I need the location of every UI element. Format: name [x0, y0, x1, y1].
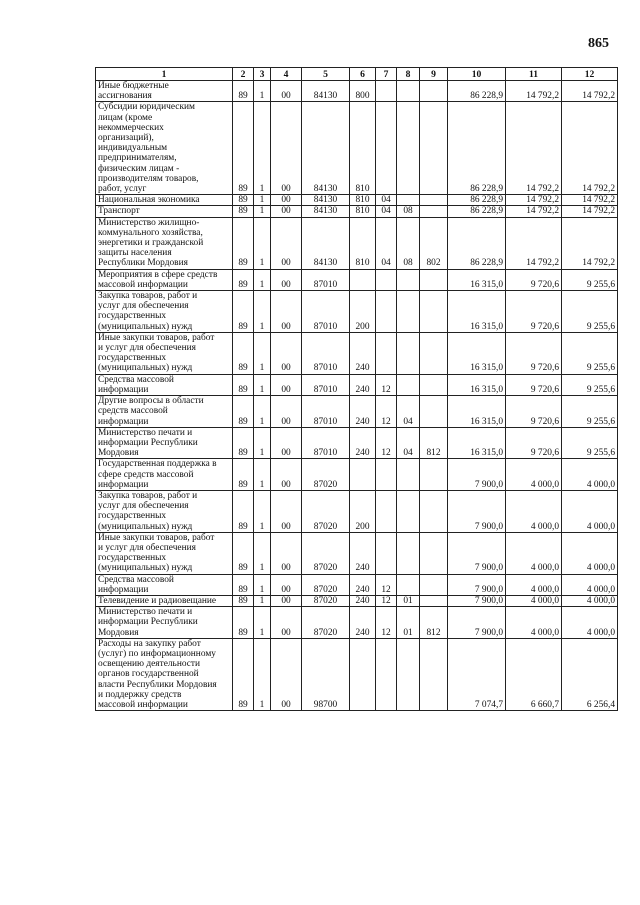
- cell-col-4: 00: [271, 490, 302, 532]
- cell-col-9: [420, 638, 448, 710]
- cell-col-2: 89: [233, 291, 254, 333]
- cell-col-7: [376, 102, 397, 195]
- cell-amount-12: 4 000,0: [562, 595, 618, 606]
- cell-amount-11: 4 000,0: [506, 574, 562, 595]
- col-header-7: 7: [376, 68, 397, 81]
- row-label: Национальная экономика: [96, 195, 233, 206]
- cell-amount-10: 7 900,0: [448, 532, 506, 574]
- cell-amount-12: 14 792,2: [562, 206, 618, 217]
- cell-col-6: 240: [350, 532, 376, 574]
- cell-col-6: 240: [350, 574, 376, 595]
- cell-amount-11: 14 792,2: [506, 217, 562, 269]
- cell-col-5: 87020: [302, 607, 350, 639]
- cell-amount-11: 14 792,2: [506, 81, 562, 102]
- cell-col-9: 802: [420, 217, 448, 269]
- cell-col-9: [420, 374, 448, 395]
- table-row: [96, 532, 618, 574]
- cell-amount-11: 9 720,6: [506, 427, 562, 459]
- table-row: [96, 195, 618, 206]
- cell-col-2: 89: [233, 638, 254, 710]
- cell-col-9: [420, 332, 448, 374]
- cell-amount-10: 7 900,0: [448, 574, 506, 595]
- cell-col-8: [397, 638, 420, 710]
- row-label: Министерство печати и информации Республики Мордовия: [96, 427, 233, 459]
- col-header-2: 2: [233, 68, 254, 81]
- row-label: Государственная поддержка в сфере средств массовой информации: [96, 459, 233, 491]
- cell-col-5: 87010: [302, 396, 350, 428]
- cell-col-3: 1: [254, 291, 271, 333]
- cell-amount-12: 4 000,0: [562, 490, 618, 532]
- table-row: [96, 217, 618, 269]
- row-label: Средства массовой информации: [96, 374, 233, 395]
- cell-amount-10: 16 315,0: [448, 374, 506, 395]
- row-label: Министерство печати и информации Республики Мордовия: [96, 607, 233, 639]
- cell-col-3: 1: [254, 638, 271, 710]
- cell-col-4: 00: [271, 427, 302, 459]
- col-header-1: 1: [96, 68, 233, 81]
- cell-col-2: 89: [233, 217, 254, 269]
- cell-col-8: [397, 291, 420, 333]
- cell-col-6: 240: [350, 396, 376, 428]
- cell-col-5: 87010: [302, 332, 350, 374]
- cell-amount-12: 4 000,0: [562, 532, 618, 574]
- cell-col-6: 240: [350, 332, 376, 374]
- table-row: [96, 607, 618, 639]
- cell-col-7: 04: [376, 217, 397, 269]
- col-header-12: 12: [562, 68, 618, 81]
- cell-amount-11: 9 720,6: [506, 396, 562, 428]
- cell-col-4: 00: [271, 195, 302, 206]
- cell-col-8: [397, 532, 420, 574]
- table-row: [96, 269, 618, 290]
- cell-col-4: 00: [271, 396, 302, 428]
- cell-col-2: 89: [233, 459, 254, 491]
- cell-amount-11: 14 792,2: [506, 206, 562, 217]
- cell-col-4: 00: [271, 102, 302, 195]
- cell-col-8: 04: [397, 396, 420, 428]
- cell-col-9: [420, 269, 448, 290]
- cell-amount-12: 9 255,6: [562, 427, 618, 459]
- cell-col-5: 87010: [302, 427, 350, 459]
- cell-col-2: 89: [233, 427, 254, 459]
- cell-col-3: 1: [254, 396, 271, 428]
- cell-col-4: 00: [271, 269, 302, 290]
- cell-amount-10: 7 900,0: [448, 607, 506, 639]
- cell-col-7: 12: [376, 427, 397, 459]
- cell-amount-12: 9 255,6: [562, 374, 618, 395]
- table-row: [96, 595, 618, 606]
- cell-amount-11: 4 000,0: [506, 490, 562, 532]
- table-row: [96, 396, 618, 428]
- cell-col-7: 04: [376, 195, 397, 206]
- cell-col-7: 12: [376, 374, 397, 395]
- cell-col-9: [420, 490, 448, 532]
- table-row: [96, 574, 618, 595]
- budget-table: [95, 67, 618, 711]
- cell-col-8: [397, 490, 420, 532]
- table-row: [96, 374, 618, 395]
- cell-col-5: 84130: [302, 206, 350, 217]
- col-header-9: 9: [420, 68, 448, 81]
- cell-col-2: 89: [233, 396, 254, 428]
- cell-col-4: 00: [271, 217, 302, 269]
- row-label: Телевидение и радиовещание: [96, 595, 233, 606]
- cell-amount-11: 4 000,0: [506, 459, 562, 491]
- row-label: Другие вопросы в области средств массовой информации: [96, 396, 233, 428]
- cell-col-7: [376, 638, 397, 710]
- cell-amount-12: 14 792,2: [562, 81, 618, 102]
- row-label: Закупка товаров, работ и услуг для обеспечения государственных (муниципальных) нужд: [96, 291, 233, 333]
- cell-col-5: 87020: [302, 490, 350, 532]
- cell-col-9: 812: [420, 607, 448, 639]
- cell-col-7: [376, 269, 397, 290]
- col-header-8: 8: [397, 68, 420, 81]
- cell-col-3: 1: [254, 206, 271, 217]
- cell-amount-12: 9 255,6: [562, 332, 618, 374]
- cell-col-6: 240: [350, 427, 376, 459]
- cell-col-7: 04: [376, 206, 397, 217]
- cell-col-8: [397, 195, 420, 206]
- cell-amount-10: 7 900,0: [448, 459, 506, 491]
- cell-amount-10: 86 228,9: [448, 217, 506, 269]
- cell-col-5: 98700: [302, 638, 350, 710]
- cell-amount-12: 4 000,0: [562, 607, 618, 639]
- cell-amount-11: 9 720,6: [506, 332, 562, 374]
- cell-amount-10: 86 228,9: [448, 206, 506, 217]
- table-row: [96, 332, 618, 374]
- cell-amount-12: 14 792,2: [562, 217, 618, 269]
- cell-col-6: 240: [350, 595, 376, 606]
- cell-col-3: 1: [254, 574, 271, 595]
- cell-col-9: [420, 459, 448, 491]
- cell-col-5: 84130: [302, 195, 350, 206]
- cell-col-8: 01: [397, 595, 420, 606]
- cell-col-8: [397, 81, 420, 102]
- cell-col-5: 84130: [302, 217, 350, 269]
- cell-amount-12: 14 792,2: [562, 102, 618, 195]
- cell-col-3: 1: [254, 195, 271, 206]
- cell-col-6: 240: [350, 607, 376, 639]
- cell-col-4: 00: [271, 81, 302, 102]
- cell-col-8: [397, 574, 420, 595]
- cell-col-5: 87010: [302, 269, 350, 290]
- row-label: Средства массовой информации: [96, 574, 233, 595]
- cell-col-7: 12: [376, 396, 397, 428]
- row-label: Иные закупки товаров, работ и услуг для обеспечения государственных (муниципальных) нужд: [96, 332, 233, 374]
- row-label: Расходы на закупку работ (услуг) по информационному освещению деятельности органов государственной власти Республики Мордовия и поддержку средств массовой информации: [96, 638, 233, 710]
- cell-col-2: 89: [233, 206, 254, 217]
- cell-col-5: 87020: [302, 459, 350, 491]
- cell-col-8: [397, 459, 420, 491]
- cell-col-9: [420, 195, 448, 206]
- cell-amount-11: 4 000,0: [506, 595, 562, 606]
- cell-amount-11: 14 792,2: [506, 102, 562, 195]
- cell-col-9: [420, 532, 448, 574]
- cell-amount-11: 14 792,2: [506, 195, 562, 206]
- cell-col-4: 00: [271, 206, 302, 217]
- cell-amount-10: 16 315,0: [448, 427, 506, 459]
- cell-col-6: [350, 459, 376, 491]
- cell-col-2: 89: [233, 607, 254, 639]
- cell-col-9: [420, 291, 448, 333]
- cell-amount-11: 4 000,0: [506, 607, 562, 639]
- table-header: [96, 68, 618, 81]
- table-row: [96, 490, 618, 532]
- cell-col-4: 00: [271, 638, 302, 710]
- cell-col-9: [420, 595, 448, 606]
- cell-col-6: 200: [350, 291, 376, 333]
- cell-col-4: 00: [271, 532, 302, 574]
- cell-amount-10: 16 315,0: [448, 332, 506, 374]
- cell-col-9: [420, 102, 448, 195]
- cell-col-8: [397, 102, 420, 195]
- cell-col-7: [376, 532, 397, 574]
- cell-col-2: 89: [233, 490, 254, 532]
- cell-col-6: [350, 269, 376, 290]
- header-row: [96, 68, 618, 81]
- cell-col-5: 87020: [302, 532, 350, 574]
- cell-col-6: 810: [350, 206, 376, 217]
- cell-col-2: 89: [233, 332, 254, 374]
- cell-col-5: 87020: [302, 574, 350, 595]
- cell-col-3: 1: [254, 332, 271, 374]
- cell-col-3: 1: [254, 459, 271, 491]
- cell-col-4: 00: [271, 332, 302, 374]
- cell-amount-12: 4 000,0: [562, 574, 618, 595]
- cell-col-6: 200: [350, 490, 376, 532]
- cell-col-2: 89: [233, 374, 254, 395]
- cell-amount-10: 7 900,0: [448, 595, 506, 606]
- cell-col-5: 87010: [302, 291, 350, 333]
- row-label: Транспорт: [96, 206, 233, 217]
- cell-col-3: 1: [254, 595, 271, 606]
- cell-col-5: 87010: [302, 374, 350, 395]
- cell-col-7: 12: [376, 607, 397, 639]
- cell-col-6: 800: [350, 81, 376, 102]
- col-header-5: 5: [302, 68, 350, 81]
- cell-amount-12: 9 255,6: [562, 291, 618, 333]
- row-label: Закупка товаров, работ и услуг для обеспечения государственных (муниципальных) нужд: [96, 490, 233, 532]
- cell-col-7: [376, 490, 397, 532]
- cell-amount-10: 86 228,9: [448, 195, 506, 206]
- cell-col-3: 1: [254, 607, 271, 639]
- cell-amount-11: 9 720,6: [506, 291, 562, 333]
- cell-col-2: 89: [233, 532, 254, 574]
- cell-col-4: 00: [271, 607, 302, 639]
- col-header-10: 10: [448, 68, 506, 81]
- cell-col-7: [376, 81, 397, 102]
- cell-amount-10: 16 315,0: [448, 291, 506, 333]
- cell-col-2: 89: [233, 269, 254, 290]
- cell-col-3: 1: [254, 374, 271, 395]
- cell-col-7: [376, 291, 397, 333]
- cell-col-9: [420, 396, 448, 428]
- cell-col-4: 00: [271, 459, 302, 491]
- table-row: [96, 459, 618, 491]
- row-label: Мероприятия в сфере средств массовой информации: [96, 269, 233, 290]
- cell-col-9: [420, 81, 448, 102]
- cell-amount-12: 6 256,4: [562, 638, 618, 710]
- col-header-6: 6: [350, 68, 376, 81]
- cell-amount-10: 86 228,9: [448, 102, 506, 195]
- cell-col-2: 89: [233, 595, 254, 606]
- cell-amount-11: 4 000,0: [506, 532, 562, 574]
- cell-col-8: [397, 269, 420, 290]
- cell-amount-10: 16 315,0: [448, 396, 506, 428]
- cell-col-6: 810: [350, 217, 376, 269]
- cell-amount-12: 9 255,6: [562, 269, 618, 290]
- cell-amount-12: 9 255,6: [562, 396, 618, 428]
- table-row: [96, 206, 618, 217]
- col-header-3: 3: [254, 68, 271, 81]
- row-label: Субсидии юридическим лицам (кроме некоммерческих организаций), индивидуальным предпринимателям, физическим лицам - производителям товаров, работ, услуг: [96, 102, 233, 195]
- row-label: Иные закупки товаров, работ и услуг для обеспечения государственных (муниципальных) нужд: [96, 532, 233, 574]
- table-body: [96, 81, 618, 711]
- cell-col-3: 1: [254, 269, 271, 290]
- cell-col-7: 12: [376, 574, 397, 595]
- table-row: [96, 427, 618, 459]
- cell-col-4: 00: [271, 374, 302, 395]
- cell-col-6: 240: [350, 374, 376, 395]
- cell-col-6: [350, 638, 376, 710]
- cell-col-7: 12: [376, 595, 397, 606]
- cell-col-3: 1: [254, 490, 271, 532]
- cell-col-8: 01: [397, 607, 420, 639]
- table-row: [96, 291, 618, 333]
- cell-col-6: 810: [350, 102, 376, 195]
- cell-col-4: 00: [271, 574, 302, 595]
- cell-col-3: 1: [254, 81, 271, 102]
- cell-col-3: 1: [254, 102, 271, 195]
- cell-amount-10: 16 315,0: [448, 269, 506, 290]
- row-label: Министерство жилищно- коммунального хозяйства, энергетики и гражданской защиты населения Республики Мордовия: [96, 217, 233, 269]
- row-label: Иные бюджетные ассигнования: [96, 81, 233, 102]
- cell-col-2: 89: [233, 81, 254, 102]
- cell-amount-11: 9 720,6: [506, 374, 562, 395]
- table-row: [96, 81, 618, 102]
- cell-col-4: 00: [271, 595, 302, 606]
- cell-amount-12: 4 000,0: [562, 459, 618, 491]
- cell-col-6: 810: [350, 195, 376, 206]
- cell-col-4: 00: [271, 291, 302, 333]
- cell-amount-11: 9 720,6: [506, 269, 562, 290]
- cell-col-2: 89: [233, 574, 254, 595]
- cell-amount-10: 86 228,9: [448, 81, 506, 102]
- cell-col-7: [376, 332, 397, 374]
- col-header-11: 11: [506, 68, 562, 81]
- cell-amount-10: 7 900,0: [448, 490, 506, 532]
- cell-col-8: [397, 374, 420, 395]
- cell-col-2: 89: [233, 195, 254, 206]
- cell-col-5: 84130: [302, 81, 350, 102]
- cell-col-3: 1: [254, 427, 271, 459]
- cell-col-8: 04: [397, 427, 420, 459]
- cell-amount-11: 6 660,7: [506, 638, 562, 710]
- cell-col-7: [376, 459, 397, 491]
- cell-amount-10: 7 074,7: [448, 638, 506, 710]
- cell-col-5: 87020: [302, 595, 350, 606]
- cell-col-3: 1: [254, 217, 271, 269]
- cell-col-3: 1: [254, 532, 271, 574]
- cell-col-5: 84130: [302, 102, 350, 195]
- page-number: 865: [588, 36, 609, 51]
- table-row: [96, 102, 618, 195]
- cell-col-8: 08: [397, 206, 420, 217]
- cell-col-8: 08: [397, 217, 420, 269]
- cell-col-8: [397, 332, 420, 374]
- cell-amount-12: 14 792,2: [562, 195, 618, 206]
- cell-col-9: [420, 206, 448, 217]
- cell-col-9: 812: [420, 427, 448, 459]
- col-header-4: 4: [271, 68, 302, 81]
- table-row: [96, 638, 618, 710]
- cell-col-2: 89: [233, 102, 254, 195]
- cell-col-9: [420, 574, 448, 595]
